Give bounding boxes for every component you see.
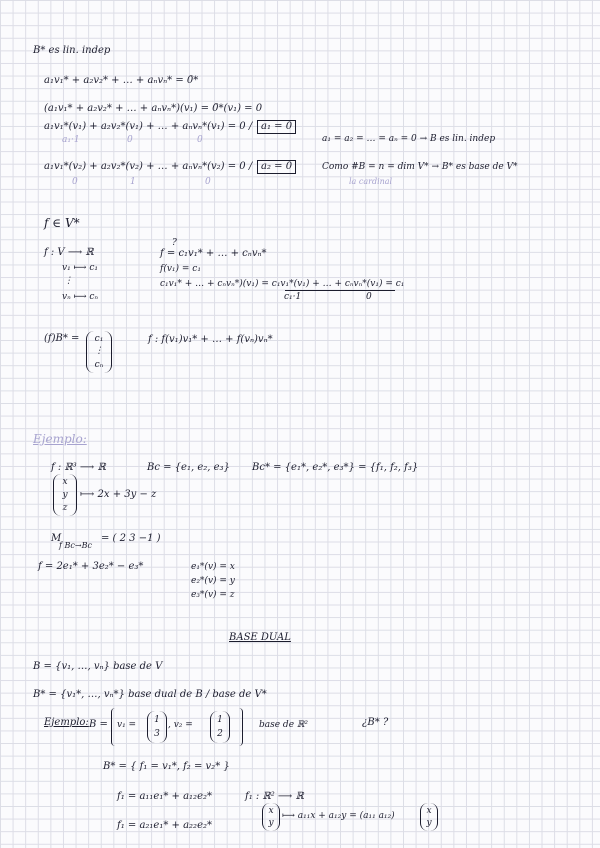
sec3-e3: e₃*(v) = z	[191, 590, 235, 600]
sec4-v2-vec	[210, 711, 230, 743]
f1-vec-entry: x	[268, 806, 274, 816]
sec1-cardinal: la cardinal	[349, 177, 393, 186]
vec-entry: z	[62, 503, 68, 513]
sec1-eq4: a₁v₁*(v₂) + a₂v₂*(v₂) + … + aₙvₙ*(v₂) = 0 /	[44, 161, 253, 172]
sec2-r3: c₁v₁* + … + cₙvₙ*)(v₁) = c₁v₁*(v₁) + … + cₙvₙ*(v₁) = c₁	[160, 279, 405, 289]
vec-entry: y	[62, 490, 68, 500]
sec4-base: base de ℝ²	[259, 720, 308, 730]
sec3-img: ⟼ 2x + 3y − z	[80, 489, 157, 500]
sec1-conclusion: a₁ = a₂ = … = aₙ = 0 → B es lin. indep	[322, 134, 496, 144]
coord-entry: c₁	[94, 334, 104, 344]
sec1-u3a: a₁·1	[62, 135, 80, 145]
sec2-question: ?	[172, 238, 177, 248]
sec4-Bstar: B* = {v₁*, …, vₙ*} base dual de B / base de V*	[33, 689, 267, 700]
sec3-fcomb: f = 2e₁* + 3e₂* − e₃*	[38, 561, 144, 572]
v2-entry: 1	[217, 715, 223, 725]
sec3-e1: e₁*(v) = x	[191, 562, 235, 572]
sec3-vec	[53, 474, 77, 516]
sec4-f1b: f₁ = a₂₁e₁* + a₂₂e₂*	[117, 820, 212, 831]
v1-entry: 1	[154, 715, 160, 725]
sec1-title: B* es lin. indep	[33, 45, 111, 56]
sec2-r1: f = c₁v₁* + … + cₙvₙ*	[160, 248, 267, 259]
sec3-e2: e₂*(v) = y	[191, 576, 235, 586]
sec4-f1a: f₁ = a₁₁e₁* + a₁₂e₂*	[117, 791, 212, 802]
f1-vec2-entry: x	[426, 806, 432, 816]
sec4-Beq: B =	[89, 719, 108, 730]
sec1-u4c: 0	[205, 177, 211, 187]
sec2-map3: vₙ ⟼ cₙ	[62, 292, 99, 302]
sec4-heading: BASE DUAL	[229, 632, 291, 643]
sec1-eq1: a₁v₁* + a₂v₂* + … + aₙvₙ* = 0̄*	[44, 75, 199, 86]
sec2-r2: f(v₁) = c₁	[160, 264, 201, 274]
sec3-Msub: f Bc→Bc	[59, 541, 92, 550]
sec4-v1-vec	[147, 711, 167, 743]
sec4-Bstar2: B* = { f₁ = v₁*, f₂ = v₂* }	[103, 761, 230, 772]
sec1-u4a: 0	[72, 177, 78, 187]
sec1-box1: a₁ = 0	[257, 120, 296, 134]
sec2-coord-label: (f)B* =	[44, 333, 80, 344]
f1-vec-entry: y	[268, 818, 274, 828]
coord-entry: ⋮	[94, 346, 104, 356]
coord-entry: cₙ	[94, 360, 104, 370]
sec4-q: ¿B* ?	[362, 717, 389, 728]
sec2-r3-underline	[285, 290, 395, 291]
sec4-f1-vec	[262, 803, 280, 831]
sec3-Mval: = ( 2 3 −1 )	[101, 533, 161, 544]
sec1-u3b: 0	[127, 135, 133, 145]
vec-entry: x	[62, 477, 68, 487]
v2-entry: 2	[217, 729, 223, 739]
sec4-ejemplo: Ejemplo:	[44, 717, 89, 728]
sec2-map2: v₁ ⟼ c₁	[62, 263, 98, 273]
sec4-B: B = {v₁, …, vₙ} base de V	[33, 661, 163, 672]
v1-entry: 3	[154, 729, 160, 739]
sec3-Bcstar: Bc* = {e₁*, e₂*, e₃*} = {f₁, f₂, f₃}	[252, 462, 419, 473]
sec3-ejemplo: Ejemplo:	[33, 432, 87, 446]
sec3-M: M	[51, 533, 62, 544]
sec2-map1: f : V ⟶ ℝ	[44, 247, 94, 258]
sec2-r3u2: 0	[366, 292, 372, 302]
sec2-f-sum: f : f(v₁)v₁* + … + f(vₙ)vₙ*	[148, 334, 273, 345]
sec1-eq3: a₁v₁*(v₁) + a₂v₂*(v₁) + … + aₙvₙ*(v₁) = 0 /	[44, 121, 253, 132]
sec2-f-in: f ∈ V*	[44, 216, 80, 230]
sec1-eq2: (a₁v₁* + a₂v₂* + … + aₙvₙ*)(v₁) = 0̄*(v₁) = 0	[44, 103, 263, 114]
sec4-v2: , v₂ =	[168, 720, 193, 730]
sec3-Bc: Bc = {e₁, e₂, e₃}	[147, 462, 230, 473]
f1-vec2-entry: y	[426, 818, 432, 828]
sec3-map: f : ℝ³ ⟶ ℝ	[51, 462, 106, 473]
sec4-f1img: ⟼ a₁₁x + a₁₂y = (a₁₁ a₁₂)	[282, 811, 395, 821]
sec2-r3u1: c₁·1	[284, 292, 302, 302]
sec1-box2: a₂ = 0	[257, 160, 296, 174]
sec1-como: Como #B = n = dim V* → B* es base de V*	[322, 162, 518, 172]
sec2-coord-vector	[86, 331, 112, 373]
sec2-map-dots: ⋮	[64, 276, 73, 286]
sec1-u3c: 0	[197, 135, 203, 145]
sec4-f1map: f₁ : ℝ² ⟶ ℝ	[245, 791, 304, 802]
sec4-v1: v₁ =	[117, 720, 137, 730]
sec1-u4b: 1	[130, 177, 136, 187]
sec4-f1-vec2	[420, 803, 438, 831]
